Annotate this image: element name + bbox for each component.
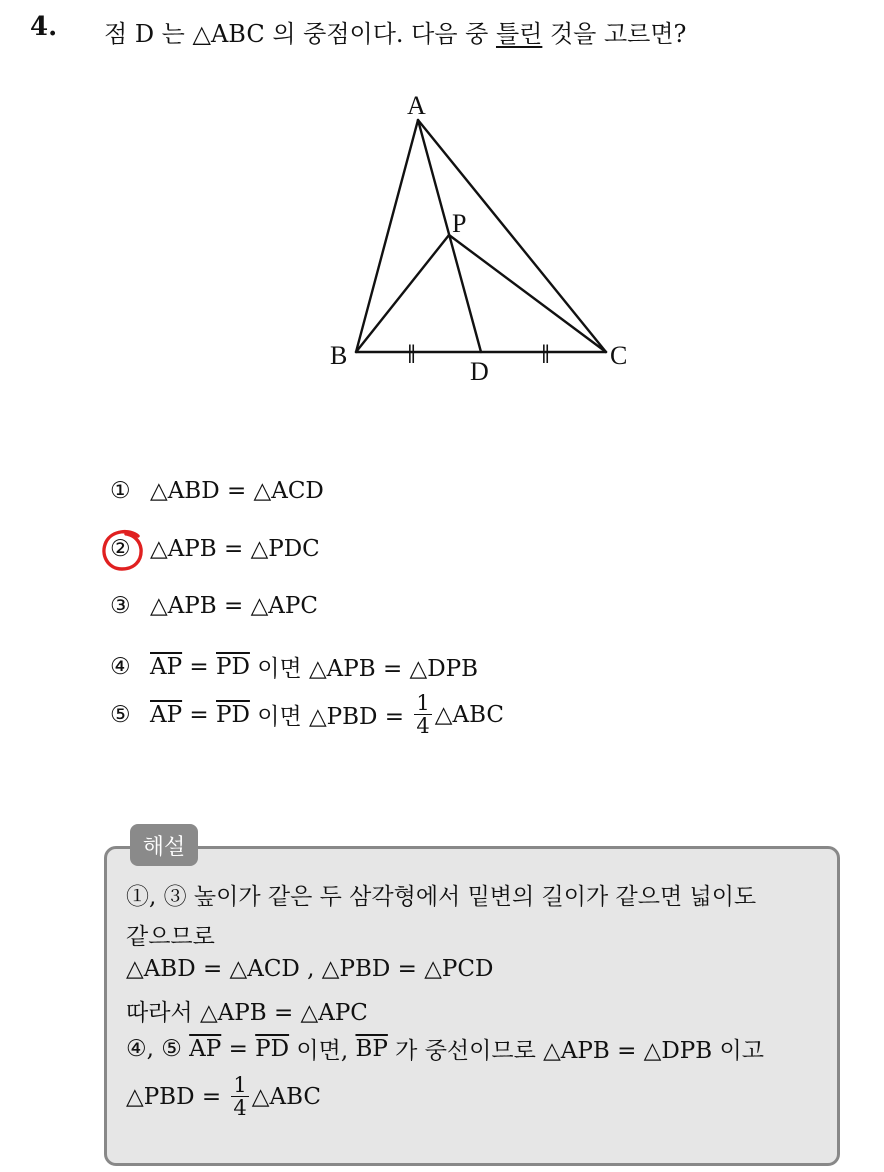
question-text-underlined: 틀린: [495, 20, 543, 48]
solution-line-1: ①, ③ 높이가 같은 두 삼각형에서 밑변의 길이가 같으면 넓이도: [126, 884, 757, 910]
label-a: A: [407, 91, 426, 120]
question-text-after: 것을 고르면?: [542, 20, 687, 48]
equals-sign: =: [182, 701, 216, 728]
solution-line-2: 같으므로: [126, 924, 215, 950]
segment-bp: [356, 235, 449, 352]
segment-ap: $\overline{AP}$: [150, 701, 183, 728]
option-text: △APB = △APC: [150, 593, 318, 619]
option-2: [110, 536, 320, 562]
fraction: [414, 692, 431, 737]
option-3: [110, 593, 318, 619]
equals-sign: =: [221, 1035, 256, 1062]
option-text: 이면 △PBD =: [249, 704, 412, 731]
option-number: ④: [110, 653, 131, 680]
option-text: △ABD = △ACD: [150, 478, 324, 504]
segment-pd: $\overline{PD}$: [216, 653, 250, 680]
label-c: C: [610, 341, 628, 370]
option-1: [110, 478, 324, 504]
tick-mark-dc: ∥: [541, 344, 551, 366]
option-text: 이면 △APB = △DPB: [249, 656, 479, 682]
option-text: △APB = △PDC: [150, 536, 320, 562]
question-text-before: 점 D 는 △ABC 의 중점이다. 다음 중: [104, 20, 496, 48]
option-5: [110, 692, 504, 737]
solution-tag: 해설: [130, 824, 198, 866]
segment-pd: $\overline{PD}$: [255, 1035, 290, 1062]
fraction-denominator: 4: [233, 1096, 247, 1121]
solution-line-5-post: 가 중선이므로 △APB = △DPB 이고: [387, 1038, 764, 1064]
option-tail: △ABC: [434, 701, 504, 728]
question-number: 4.: [30, 12, 58, 42]
solution-line-6: [126, 1074, 321, 1119]
solution-line-6-pre: △PBD =: [126, 1083, 229, 1110]
solution-line-4: 따라서 △APB = △APC: [126, 1000, 368, 1026]
segment-ac: [418, 120, 606, 352]
question-text: [104, 14, 686, 49]
option-number: ①: [110, 478, 131, 504]
fraction-denominator: 4: [416, 714, 430, 739]
fraction-numerator: 1: [416, 691, 430, 715]
option-number: ⑤: [110, 701, 131, 728]
triangle-figure: [310, 80, 650, 400]
label-b: B: [330, 341, 348, 370]
solution-line-5-mid: 이면,: [289, 1038, 356, 1064]
segment-ap: $\overline{AP}$: [150, 653, 183, 680]
solution-line-6-post: △ABC: [251, 1083, 322, 1110]
solution-line-3: △ABD = △ACD , △PBD = △PCD: [126, 956, 494, 982]
equals-sign: =: [182, 653, 216, 680]
tick-mark-bd: ∥: [407, 344, 417, 366]
label-p: P: [452, 209, 467, 238]
option-4: [110, 650, 478, 683]
solution-line-5: [126, 1032, 764, 1065]
fraction-numerator: 1: [233, 1073, 247, 1097]
segment-pc: [449, 235, 606, 352]
fraction: [231, 1074, 248, 1119]
solution-line-5-pre: ④, ⑤: [126, 1035, 190, 1062]
segment-bp: $\overline{BP}$: [355, 1035, 388, 1062]
segment-pd: $\overline{PD}$: [216, 701, 250, 728]
option-number: ②: [110, 536, 131, 562]
segment-ab: [356, 120, 418, 352]
segment-ap: $\overline{AP}$: [189, 1035, 222, 1062]
option-number: ③: [110, 593, 131, 619]
label-d: D: [470, 357, 489, 386]
